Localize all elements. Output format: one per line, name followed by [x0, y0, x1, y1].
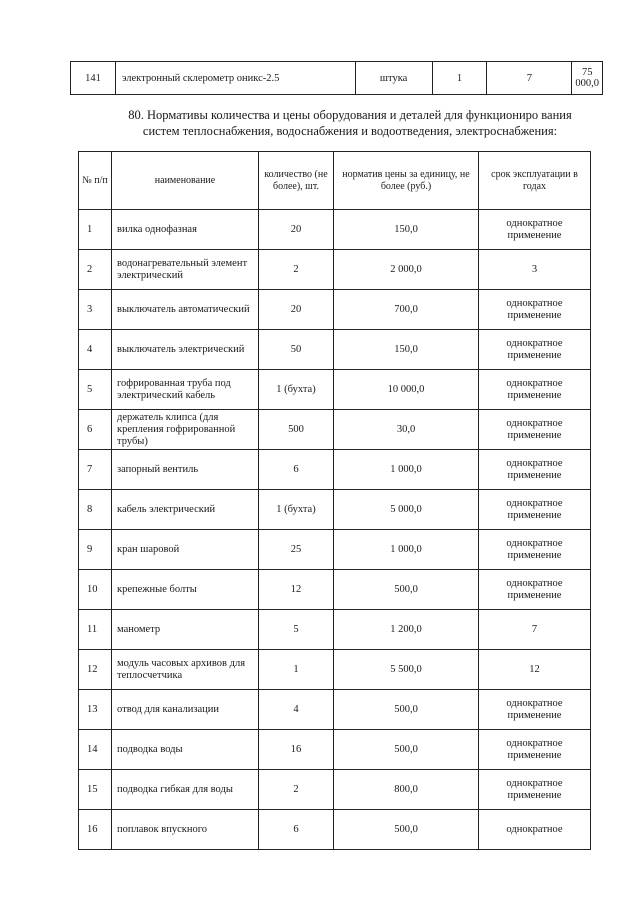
price: 1 000,0 — [334, 450, 479, 490]
row-number: 7 — [79, 450, 112, 490]
header-term: срок эксплуатации в годах — [479, 152, 591, 210]
table-row — [79, 770, 591, 810]
row-number: 9 — [79, 530, 112, 570]
table-row — [79, 210, 591, 250]
header-price: норматив цены за единицу, не более (руб.) — [334, 152, 479, 210]
quantity: 50 — [259, 330, 334, 370]
price: 150,0 — [334, 210, 479, 250]
item-name: модуль часовых архивов для теплосчетчика — [112, 650, 259, 690]
term: однократное применение — [479, 690, 591, 730]
table-row — [79, 730, 591, 770]
quantity: 2 — [259, 250, 334, 290]
item-name: держатель клипса (для крепления гофрированной трубы) — [112, 410, 259, 450]
item-name: подводка гибкая для воды — [112, 770, 259, 810]
price: 2 000,0 — [334, 250, 479, 290]
price: 500,0 — [334, 570, 479, 610]
item-name: кабель электрический — [112, 490, 259, 530]
header-quantity: количество (не более), шт. — [259, 152, 334, 210]
item-name: запорный вентиль — [112, 450, 259, 490]
value-cell: 7 — [487, 62, 572, 95]
unit: штука — [355, 62, 432, 95]
table-row — [79, 650, 591, 690]
table-row — [79, 610, 591, 650]
term: однократное применение — [479, 570, 591, 610]
norms-table — [78, 151, 591, 850]
header-name: наименование — [112, 152, 259, 210]
row-number: 6 — [79, 410, 112, 450]
row-number: 5 — [79, 370, 112, 410]
table-row — [79, 450, 591, 490]
term: однократное применение — [479, 210, 591, 250]
quantity: 12 — [259, 570, 334, 610]
price: 150,0 — [334, 330, 479, 370]
term: однократное применение — [479, 330, 591, 370]
quantity: 2 — [259, 770, 334, 810]
price: 10 000,0 — [334, 370, 479, 410]
table-row — [79, 410, 591, 450]
term: однократное — [479, 810, 591, 850]
price: 1 200,0 — [334, 610, 479, 650]
price: 500,0 — [334, 730, 479, 770]
quantity: 6 — [259, 810, 334, 850]
term: однократное применение — [479, 490, 591, 530]
row-number: 4 — [79, 330, 112, 370]
header-number: № п/п — [79, 152, 112, 210]
term: однократное применение — [479, 730, 591, 770]
table-row — [79, 530, 591, 570]
price: 1 000,0 — [334, 530, 479, 570]
price: 5 500,0 — [334, 650, 479, 690]
price: 30,0 — [334, 410, 479, 450]
term: однократное применение — [479, 370, 591, 410]
item-name: подводка воды — [112, 730, 259, 770]
row-number: 10 — [79, 570, 112, 610]
row-number: 12 — [79, 650, 112, 690]
item-name: гофрированная труба под электрический кабель — [112, 370, 259, 410]
row-number: 141 — [71, 62, 116, 95]
row-number: 14 — [79, 730, 112, 770]
term: 7 — [479, 610, 591, 650]
term: 3 — [479, 250, 591, 290]
row-number: 8 — [79, 490, 112, 530]
item-name: крепежные болты — [112, 570, 259, 610]
item-name: отвод для канализации — [112, 690, 259, 730]
quantity: 20 — [259, 290, 334, 330]
section-title — [80, 107, 620, 139]
term: однократное применение — [479, 410, 591, 450]
row-number: 1 — [79, 210, 112, 250]
row-number: 2 — [79, 250, 112, 290]
table-row — [79, 330, 591, 370]
quantity: 20 — [259, 210, 334, 250]
row-number: 15 — [79, 770, 112, 810]
row-number: 11 — [79, 610, 112, 650]
quantity: 1 (бухта) — [259, 490, 334, 530]
term: однократное применение — [479, 770, 591, 810]
section-title-line: систем теплоснабжения, водоснабжения и водоотведения, электроснабжения: — [142, 124, 558, 138]
row-number: 16 — [79, 810, 112, 850]
row-number: 3 — [79, 290, 112, 330]
term: однократное применение — [479, 290, 591, 330]
table-row — [79, 690, 591, 730]
quantity: 16 — [259, 730, 334, 770]
table-row — [79, 250, 591, 290]
quantity: 1 — [259, 650, 334, 690]
table-row — [79, 370, 591, 410]
quantity: 4 — [259, 690, 334, 730]
previous-table-row — [70, 61, 603, 95]
term: 12 — [479, 650, 591, 690]
table-row — [79, 490, 591, 530]
quantity: 5 — [259, 610, 334, 650]
item-name: выключатель автоматический — [112, 290, 259, 330]
table-row — [79, 290, 591, 330]
price: 75 000,0 — [572, 62, 603, 95]
item-name: выключатель электрический — [112, 330, 259, 370]
price: 500,0 — [334, 810, 479, 850]
quantity: 25 — [259, 530, 334, 570]
item-name: вилка однофазная — [112, 210, 259, 250]
item-name: кран шаровой — [112, 530, 259, 570]
item-name: поплавок впускного — [112, 810, 259, 850]
table-row — [79, 570, 591, 610]
price: 800,0 — [334, 770, 479, 810]
quantity: 500 — [259, 410, 334, 450]
quantity: 6 — [259, 450, 334, 490]
item-name: водонагревательный элемент электрический — [112, 250, 259, 290]
section-title-line: 80. Нормативы количества и цены оборудования и деталей для функциониро вания — [128, 108, 572, 122]
term: однократное применение — [479, 530, 591, 570]
price: 500,0 — [334, 690, 479, 730]
item-name: манометр — [112, 610, 259, 650]
value-cell: 1 — [432, 62, 487, 95]
term: однократное применение — [479, 450, 591, 490]
price: 5 000,0 — [334, 490, 479, 530]
table-row — [79, 810, 591, 850]
price: 700,0 — [334, 290, 479, 330]
quantity: 1 (бухта) — [259, 370, 334, 410]
row-number: 13 — [79, 690, 112, 730]
item-name: электронный склерометр оникс-2.5 — [115, 62, 355, 95]
